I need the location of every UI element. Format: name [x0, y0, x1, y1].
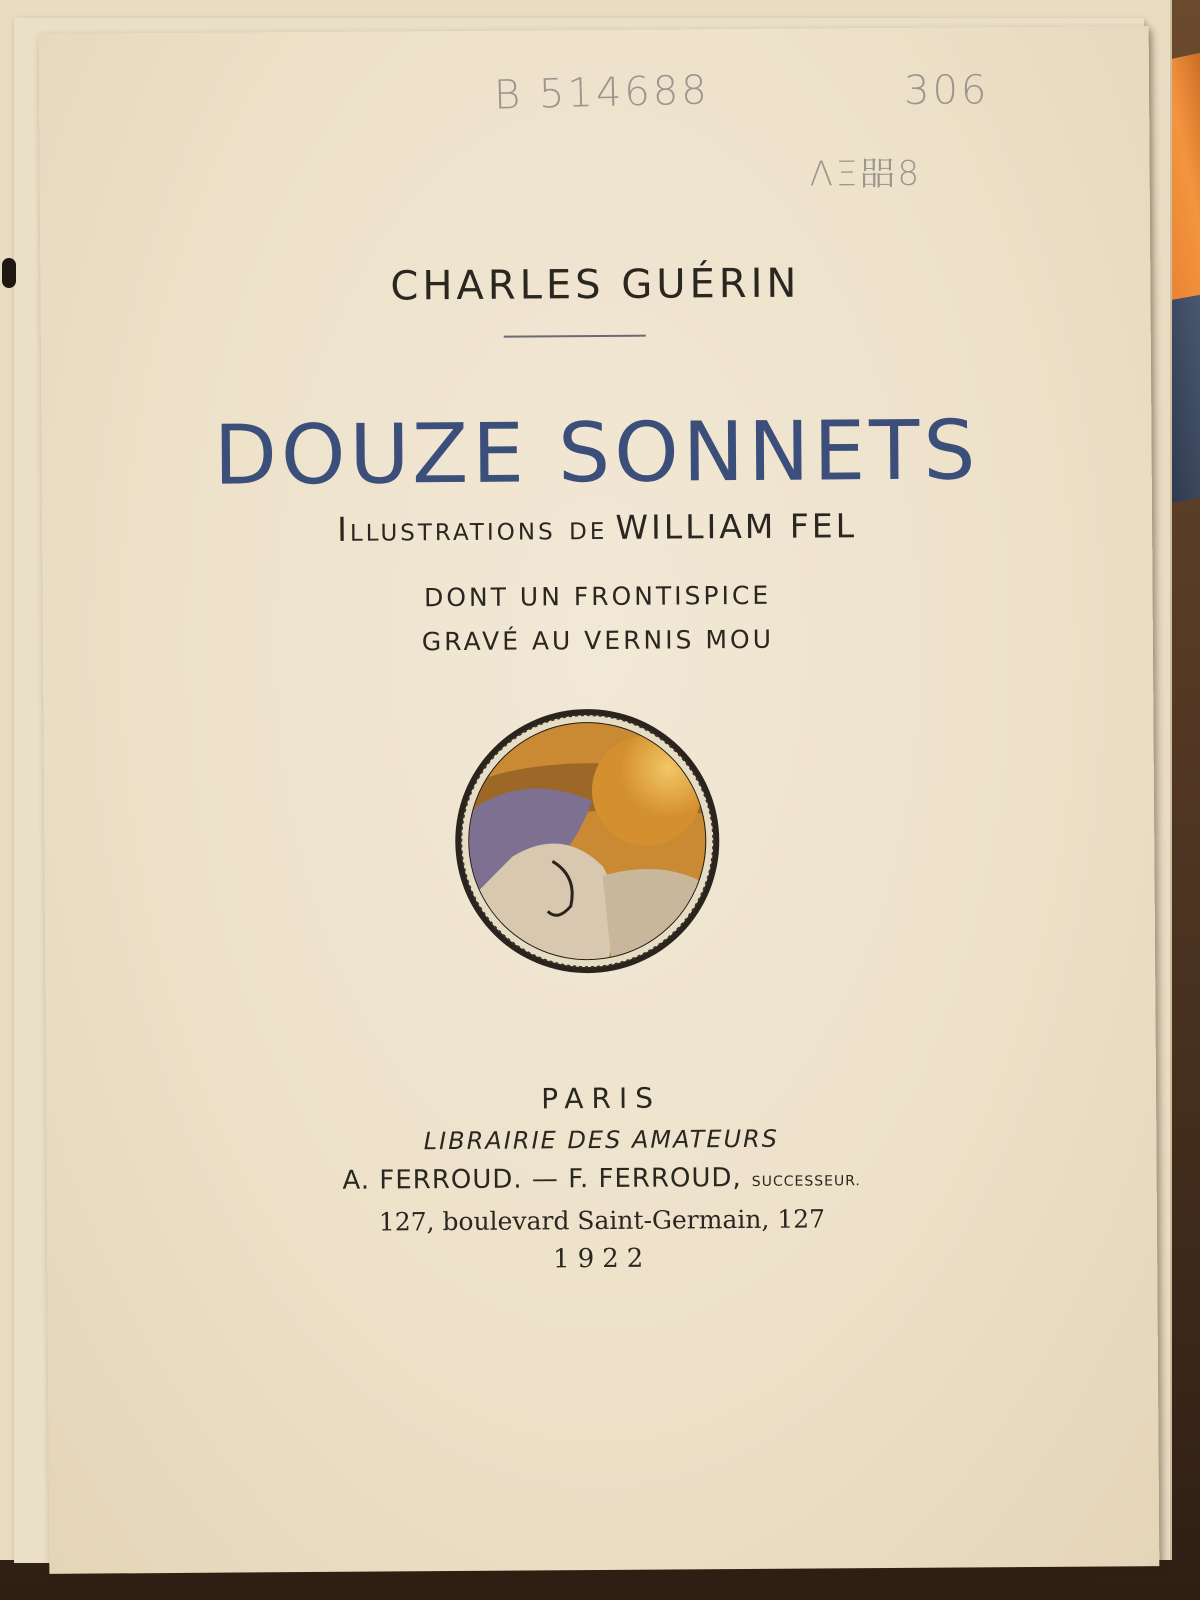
medallion-moon — [592, 735, 703, 846]
imprint-publisher: LIBRAIRIE DES AMATEURS — [423, 1124, 780, 1156]
imprint-ferroud: A. FERROUD. — F. FERROUD, — [342, 1163, 742, 1196]
imprint-successor: SUCCESSEUR. — [751, 1173, 861, 1190]
imprint-address: 127, boulevard Saint-Germain, 127 — [378, 1204, 826, 1237]
imprint-year: 1922 — [553, 1243, 652, 1275]
book-title: DOUZE SONNETS — [213, 403, 980, 504]
medallion-illustration — [451, 705, 723, 977]
title-rule — [504, 335, 646, 338]
illustrations-line — [42, 504, 1152, 551]
pencil-shelf-number: 306 — [903, 67, 990, 114]
binder-hole — [2, 258, 16, 288]
frontispiece-line-2: GRAVÉ AU VERNIS MOU — [421, 624, 775, 657]
illustrator-name: WILLIAM FEL — [615, 506, 858, 547]
author-name: CHARLES GUÉRIN — [390, 260, 801, 310]
pencil-accession-number: B 514688 — [493, 67, 711, 119]
imprint-place: PARIS — [541, 1081, 662, 1116]
pencil-code: ΛΞ㗊8 — [809, 153, 923, 195]
book-cover — [39, 26, 1160, 1574]
imprint-ferroud-line — [47, 1160, 1157, 1198]
illustrations-lead: Illustrations de — [337, 507, 608, 549]
frontispiece-line-1: DONT UN FRONTISPICE — [423, 580, 772, 613]
